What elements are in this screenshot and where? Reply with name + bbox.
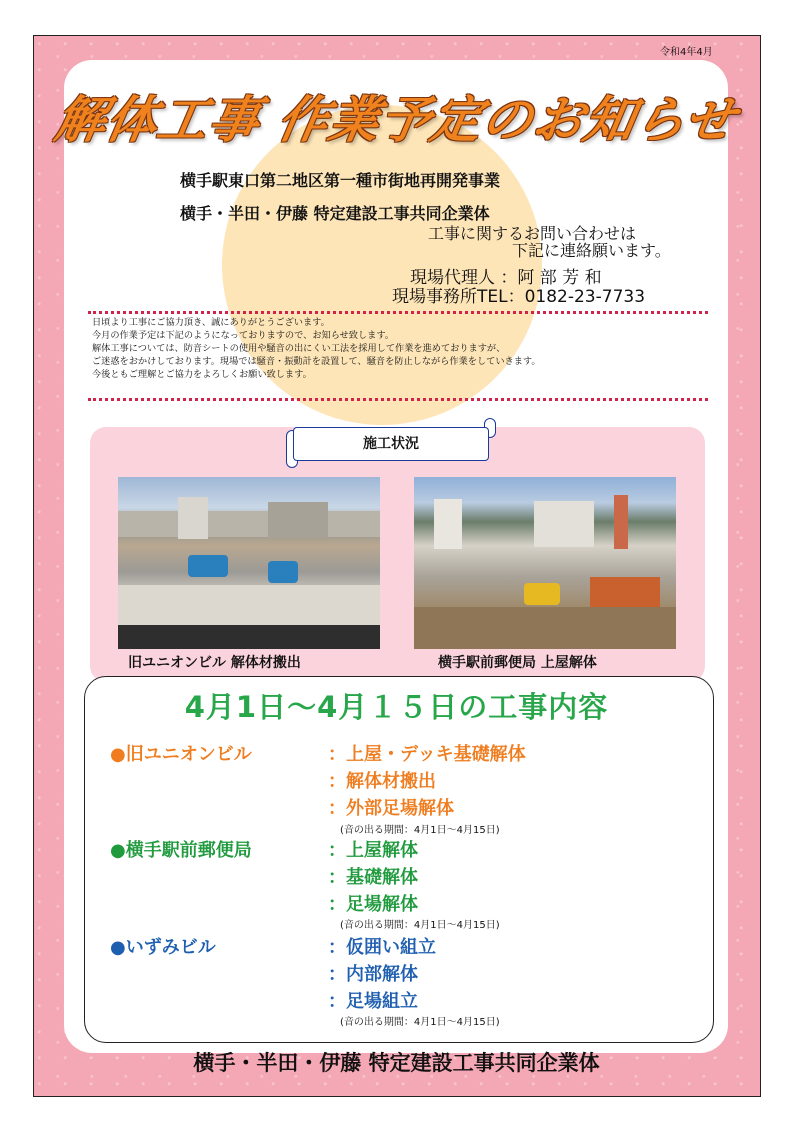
page-title: 解体工事 作業予定のお知らせ [50, 91, 741, 149]
photo-caption: 横手駅前郵便局 上屋解体 [438, 655, 597, 671]
work-item: ：上屋・デッキ基礎解体 [328, 744, 526, 765]
dotted-divider-bottom [88, 398, 708, 401]
noise-period-note: (音の出る期間：4月1日～4月15日) [340, 825, 500, 836]
photo-tower [614, 495, 628, 549]
excavator-icon [268, 561, 298, 583]
contact-line-2: 下記に連絡願います。 [512, 241, 671, 260]
noise-period-note: (音の出る期間：4月1日～4月15日) [340, 920, 500, 931]
work-item: ：解体材搬出 [328, 771, 436, 792]
building-post-office: ●横手駅前郵便局 [110, 840, 252, 861]
contact-line-1: 工事に関するお問い合わせは [428, 224, 637, 243]
notice-text [92, 316, 712, 381]
issue-date: 令和4年4月 [660, 47, 713, 58]
photo-building-block [268, 502, 328, 538]
excavator-icon [524, 583, 560, 605]
notice-line: ご迷惑をおかけしております。現場では騒音・振動計を設置して、騒音を防止しながら作業をしていきます。 [92, 356, 541, 367]
photo-building-block [434, 499, 462, 549]
photo-buildings [118, 511, 380, 537]
photo-post-office [414, 477, 676, 649]
status-scroll-label: 施工状況 [293, 427, 489, 461]
photo-debris [118, 585, 380, 625]
joint-venture-name: 横手・半田・伊藤 特定建設工事共同企業体 [180, 204, 490, 223]
work-item: ：足場解体 [328, 894, 418, 915]
footer-jv-name: 横手・半田・伊藤 特定建設工事共同企業体 [193, 1051, 600, 1075]
notice-line: 今月の作業予定は下記のようになっておりますので、お知らせ致します。 [92, 330, 394, 341]
dotted-divider-top [88, 311, 708, 314]
notice-line: 解体工事については、防音シートの使用や騒音の出にくい工法を採用して作業を進めておりますが、 [92, 343, 506, 354]
work-item: ：仮囲い組立 [328, 937, 436, 958]
building-izumi: ●いずみビル [110, 937, 216, 958]
photo-building-block [178, 497, 208, 539]
work-item: ：足場組立 [328, 991, 418, 1012]
work-item: ：基礎解体 [328, 867, 418, 888]
excavator-icon [188, 555, 228, 577]
site-agent: 現場代理人 ：阿 部 芳 和 [410, 268, 602, 288]
schedule-title: 4月1日～4月１５日の工事内容 [184, 690, 609, 724]
notice-line: 日頃より工事にご協力頂き、誠にありがとうございます。 [92, 317, 330, 328]
work-item: ：上屋解体 [328, 840, 418, 861]
project-name: 横手駅東口第二地区第一種市街地再開発事業 [180, 171, 501, 190]
work-item: ：外部足場解体 [328, 798, 454, 819]
photo-ground [414, 607, 676, 649]
work-item: ：内部解体 [328, 964, 418, 985]
photo-fence [118, 625, 380, 649]
notice-line: 今後ともご理解とご協力をよろしくお願い致します。 [92, 369, 312, 380]
site-office-tel: 現場事務所TEL：0182-23-7733 [392, 287, 646, 307]
photo-building-block [534, 501, 594, 547]
building-union: ●旧ユニオンビル [110, 744, 252, 765]
noise-period-note: (音の出る期間：4月1日～4月15日) [340, 1017, 500, 1028]
photo-union-building [118, 477, 380, 649]
photo-caption: 旧ユニオンビル 解体材搬出 [128, 655, 301, 671]
